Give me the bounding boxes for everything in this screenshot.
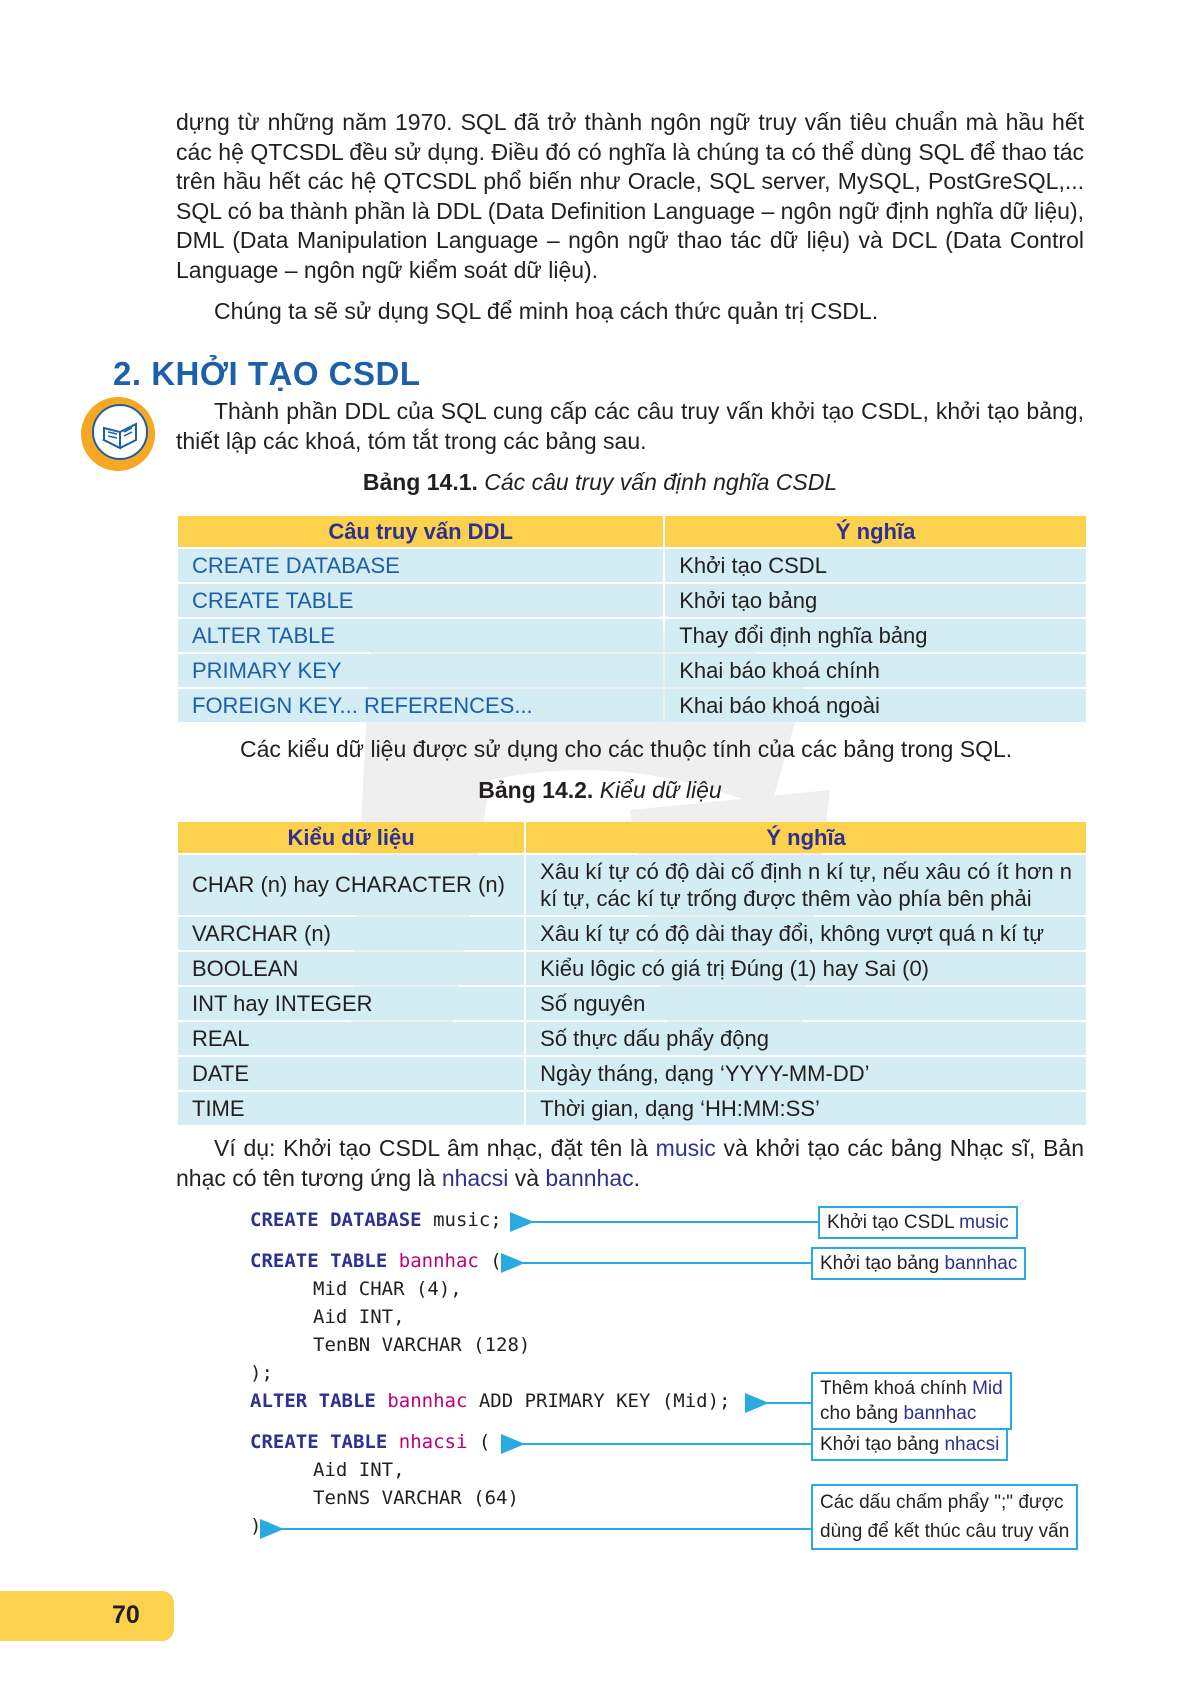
code-table-name: nhacsi	[398, 1431, 468, 1453]
annotation-keyword: Mid	[972, 1378, 1003, 1399]
table-cell: TIME	[178, 1092, 524, 1125]
annotation-text: Khởi tạo bảng	[820, 1253, 940, 1274]
annotation-keyword: music	[959, 1212, 1009, 1233]
annotation-box	[818, 1206, 1018, 1239]
code-text: (	[478, 1431, 491, 1453]
example-end: .	[633, 1164, 641, 1191]
code-table-name: bannhac	[398, 1250, 479, 1272]
annotation-box	[811, 1428, 1008, 1461]
code-text: music;	[433, 1209, 502, 1231]
table-cell: Khai báo khoá chính	[665, 654, 1086, 687]
code-keyword: CREATE	[250, 1431, 319, 1453]
annotation-keyword: nhacsi	[944, 1434, 1000, 1455]
table-cell: Kiểu lôgic có giá trị Đúng (1) hay Sai (0)	[526, 952, 1086, 985]
code-keyword: DATABASE	[330, 1209, 422, 1231]
sql-code-line: TenNS VARCHAR (64)	[313, 1487, 519, 1509]
table-header: Kiểu dữ liệu	[178, 822, 524, 853]
annotation-text: dùng để kết thúc câu truy vấn	[820, 1521, 1070, 1542]
code-keyword: ALTER	[250, 1390, 308, 1412]
table-cell: Xâu kí tự có độ dài cố định n kí tự, nếu xâu có ít hơn n kí tự, các kí tự trống được thêm vào phía bên phải	[526, 855, 1086, 915]
example-table2: bannhac	[545, 1164, 634, 1191]
annotation-text: Các dấu chấm phẩy ";" được	[820, 1492, 1064, 1513]
sql-code-line: );	[250, 1362, 273, 1384]
table-cell: VARCHAR (n)	[178, 917, 524, 950]
annotation-keyword: bannhac	[903, 1403, 977, 1424]
table-cell: CREATE TABLE	[178, 584, 663, 617]
table-cell: CREATE DATABASE	[178, 549, 663, 582]
annotation-box	[811, 1372, 1012, 1430]
page-number: 70	[112, 1601, 140, 1629]
table-cell: Số nguyên	[526, 987, 1086, 1020]
code-table-name: bannhac	[387, 1390, 468, 1412]
code-keyword: TABLE	[318, 1390, 376, 1412]
section-paragraph-text: Thành phần DDL của SQL cung cấp các câu truy vấn khởi tạo CSDL, khởi tạo bảng, thiết lập các khoá, tóm tắt trong các bảng sau.	[176, 398, 1084, 454]
table-cell: Khởi tạo CSDL	[665, 549, 1086, 582]
code-keyword: TABLE	[330, 1431, 388, 1453]
sql-code-line: );	[250, 1515, 273, 1537]
table-cell: Thay đổi định nghĩa bảng	[665, 619, 1086, 652]
section-title: 2. KHỞI TẠO CSDL	[113, 355, 421, 392]
sql-code-line: Aid INT,	[313, 1459, 405, 1481]
code-keyword: TABLE	[330, 1250, 388, 1272]
example-middle: và khởi tạo các bảng Nhạc sĩ, Bản nhạc có tên tương ứng là	[176, 1135, 1085, 1191]
table-cell: Số thực dấu phẩy động	[526, 1022, 1086, 1055]
table-cell: INT hay INTEGER	[178, 987, 524, 1020]
sql-code-line: Mid CHAR (4),	[313, 1278, 462, 1300]
table-cell: DATE	[178, 1057, 524, 1090]
annotation-text: Thêm khoá chính	[820, 1378, 967, 1399]
example-db-name: music	[655, 1135, 716, 1161]
annotation-box	[811, 1484, 1078, 1550]
annotation-text: Khởi tạo CSDL	[827, 1212, 954, 1233]
table-cell: Khởi tạo bảng	[665, 584, 1086, 617]
table-header: Ý nghĩa	[665, 516, 1086, 547]
table-header: Ý nghĩa	[526, 822, 1086, 853]
intro-paragraph: dựng từ những năm 1970. SQL đã trở thành ngôn ngữ truy vấn tiêu chuẩn mà hầu hết các hệ QTCSDL đều sử dụng. Điều đó có nghĩa là chúng ta có thể dùng SQL để thao tác trên hầu hết các hệ QTCSDL phổ biến như Oracle, SQL server, MySQL, PostGreSQL,... SQL có ba thành phần là DDL (Data Definition Language – ngôn ngữ định nghĩa dữ liệu), DML (Data Manipulation Language – ngôn ngữ thao tác dữ liệu) và DCL (Data Control Language – ngôn ngữ kiểm soát dữ liệu).	[176, 109, 1084, 283]
table-cell: REAL	[178, 1022, 524, 1055]
table-cell: Thời gian, dạng ‘HH:MM:SS’	[526, 1092, 1086, 1125]
table-cell: FOREIGN KEY... REFERENCES...	[178, 689, 663, 722]
code-keyword: CREATE	[250, 1250, 319, 1272]
page-number-tab	[0, 1591, 174, 1641]
table-cell: Ngày tháng, dạng ‘YYYY-MM-DD’	[526, 1057, 1086, 1090]
example-and: và	[514, 1164, 539, 1191]
annotation-box	[811, 1247, 1026, 1280]
table2-caption-label: Bảng 14.2.	[478, 777, 594, 803]
sql-code-line: TenBN VARCHAR (128)	[313, 1334, 531, 1356]
annotation-keyword: bannhac	[944, 1253, 1018, 1274]
code-text: (	[490, 1250, 502, 1272]
annotation-text: cho bảng	[820, 1403, 899, 1424]
table1-caption-text: Các câu truy vấn định nghĩa CSDL	[484, 469, 838, 495]
table-cell: Xâu kí tự có độ dài thay đổi, không vượt quá n kí tự	[526, 917, 1086, 950]
table-cell: ALTER TABLE	[178, 619, 663, 652]
between-text-content: Các kiểu dữ liệu được sử dụng cho các thuộc tính của các bảng trong SQL.	[240, 736, 1013, 762]
table1-caption-label: Bảng 14.1.	[362, 469, 478, 495]
table-cell: BOOLEAN	[178, 952, 524, 985]
annotation-text: Khởi tạo bảng	[820, 1434, 940, 1455]
table-cell: Khai báo khoá ngoài	[665, 689, 1086, 722]
table-header: Câu truy vấn DDL	[178, 516, 663, 547]
table2-caption-text: Kiểu dữ liệu	[599, 777, 722, 803]
intro-line2: Chúng ta sẽ sử dụng SQL để minh hoạ cách thức quản trị CSDL.	[214, 298, 879, 324]
sql-code-line: Aid INT,	[313, 1306, 405, 1328]
table-cell: CHAR (n) hay CHARACTER (n)	[178, 855, 524, 915]
example-table1: nhacsi	[441, 1164, 509, 1191]
example-prefix: Ví dụ: Khởi tạo CSDL âm nhạc, đặt tên là	[214, 1135, 648, 1161]
table-cell: PRIMARY KEY	[178, 654, 663, 687]
code-keyword: CREATE	[250, 1209, 319, 1231]
code-text: ADD PRIMARY KEY (Mid);	[478, 1390, 731, 1412]
